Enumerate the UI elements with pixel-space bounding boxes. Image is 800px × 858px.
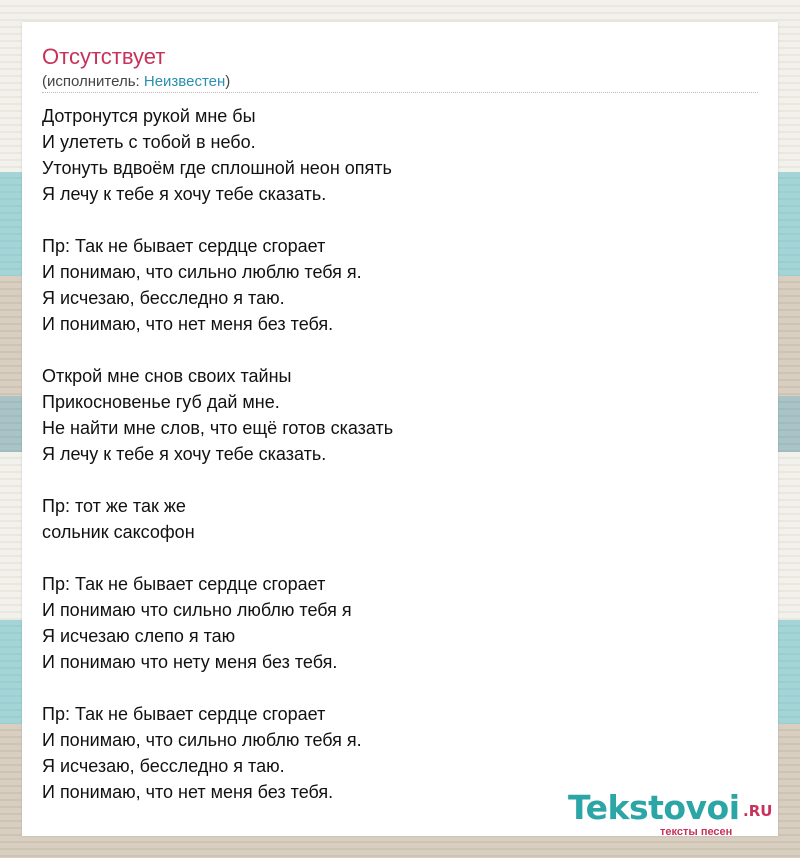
lyrics-line: И понимаю, что сильно люблю тебя я. xyxy=(42,262,362,282)
lyrics-line: Я исчезаю слепо я таю xyxy=(42,626,236,646)
logo-name: Tekstovoi xyxy=(568,788,740,827)
lyrics-stanza xyxy=(42,493,393,545)
lyrics-line: Пр: Так не бывает сердце сгорает xyxy=(42,236,326,256)
lyrics-line: И понимаю, что сильно люблю тебя я. xyxy=(42,730,362,750)
lyrics-line: Пр: Так не бывает сердце сгорает xyxy=(42,574,326,594)
lyrics-line: Открой мне снов своих тайны xyxy=(42,366,292,386)
lyrics-card xyxy=(22,22,778,836)
artist-link[interactable]: Неизвестен xyxy=(143,73,226,90)
lyrics-line: И понимаю, что нет меня без тебя. xyxy=(42,782,334,802)
lyrics-line: И понимаю, что нет меня без тебя. xyxy=(42,314,334,334)
lyrics-line: Пр: тот же так же xyxy=(42,496,186,516)
lyrics-line: Я лечу к тебе я хочу тебе сказать. xyxy=(42,184,327,204)
lyrics-stanza xyxy=(42,233,393,337)
artist-line xyxy=(42,72,230,92)
lyrics-line: Прикосновенье губ дай мне. xyxy=(42,392,280,412)
lyrics-stanza xyxy=(42,701,393,805)
lyrics-line: И понимаю что нету меня без тебя. xyxy=(42,652,338,672)
lyrics-line: Я исчезаю, бесследно я таю. xyxy=(42,288,285,308)
site-logo[interactable] xyxy=(568,788,778,838)
artist-prefix: (исполнитель: xyxy=(42,73,144,90)
lyrics-line: Утонуть вдвоём где сплошной неон опять xyxy=(42,158,392,178)
lyrics-line: Не найти мне слов, что ещё готов сказать xyxy=(42,418,394,438)
title-divider xyxy=(42,92,758,93)
lyrics-line: И улететь с тобой в небо. xyxy=(42,132,256,152)
lyrics-stanza xyxy=(42,571,393,675)
lyrics-line: Пр: Так не бывает сердце сгорает xyxy=(42,704,326,724)
lyrics-text xyxy=(42,103,393,831)
artist-suffix: ) xyxy=(225,73,231,90)
lyrics-stanza xyxy=(42,103,393,207)
lyrics-stanza xyxy=(42,363,393,467)
lyrics-line: Я исчезаю, бесследно я таю. xyxy=(42,756,285,776)
song-title: Отсутствует xyxy=(42,44,166,69)
lyrics-line: сольник саксофон xyxy=(42,522,195,542)
lyrics-line: Дотронутся рукой мне бы xyxy=(42,106,256,126)
lyrics-line: И понимаю что сильно люблю тебя я xyxy=(42,600,352,620)
logo-tagline: тексты песен xyxy=(660,826,733,838)
logo-tld: .RU xyxy=(743,802,773,820)
lyrics-line: Я лечу к тебе я хочу тебе сказать. xyxy=(42,444,327,464)
